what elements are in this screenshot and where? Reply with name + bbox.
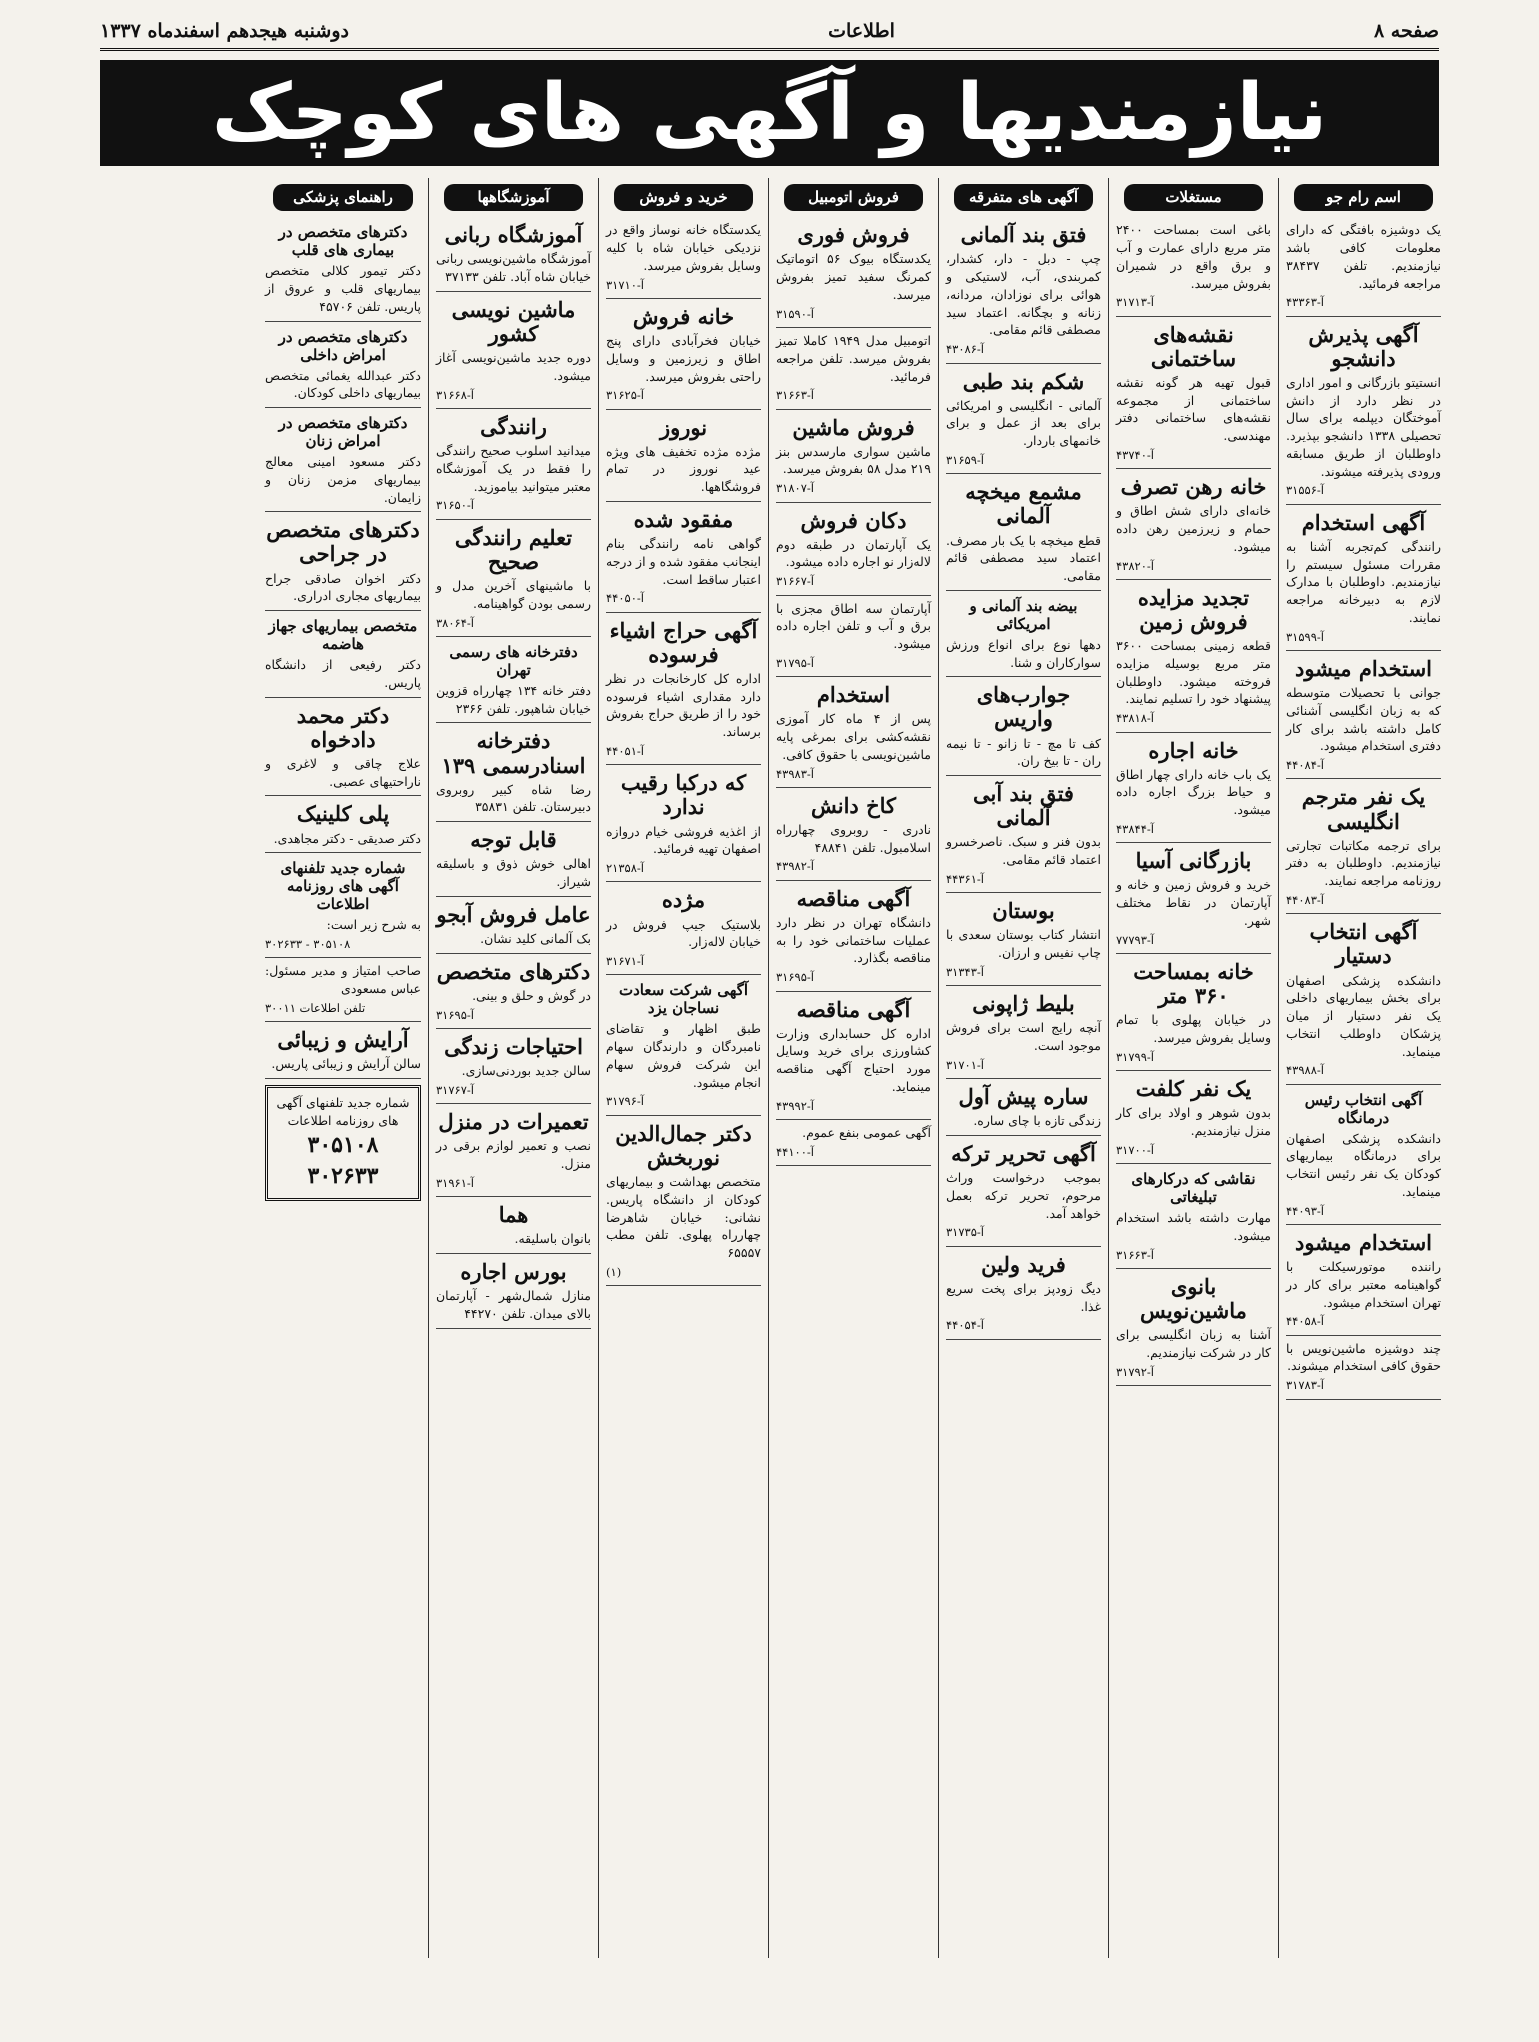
ad-title: فروش ماشین [792, 414, 915, 440]
classified-ad [606, 765, 761, 882]
ad-reference: آ-۳۱۶۶۳ [1116, 1247, 1154, 1262]
ad-body: مژده مژده تخفیف های ویژه عید نوروز در تمام فروشگاهها. [606, 443, 761, 495]
ad-reference: آ-۴۳۹۸۲ [776, 859, 814, 874]
classified-ad [436, 1029, 591, 1104]
ad-reference: آ-۳۱۶۹۵ [776, 970, 814, 985]
ad-body: در گوش و حلق و بینی. [472, 987, 591, 1003]
classified-ad [436, 822, 591, 897]
classified-ad [1286, 1336, 1441, 1400]
ad-body: یکدستگاه خانه نوساز واقع در نزدیکی خیابان شاه با کلیه وسایل بفروش میرسد. [606, 222, 761, 273]
classified-ad [1116, 469, 1271, 580]
ad-reference: آ-۴۳۰۸۶ [946, 342, 984, 357]
classified-ad [776, 217, 931, 328]
ad-reference: (۱) [606, 1264, 622, 1279]
ad-body: دانشکده پزشکی اصفهان برای درمانگاه بیماریهای کودکان یک نفر رئیس انتخاب مینماید. [1286, 1130, 1441, 1199]
ad-reference: آ-۳۱۶۶۳ [776, 388, 814, 403]
ad-reference: آ-۴۳۹۹۲ [776, 1098, 814, 1113]
ad-reference: آ-۳۸۰۶۴ [436, 615, 474, 630]
ad-title: دکترهای متخصص در جراحی [266, 517, 420, 567]
classified-ad [946, 1247, 1101, 1340]
classified-ad [776, 1120, 931, 1166]
phone-number: ۳۰۲۶۳۳ [307, 1162, 379, 1189]
ad-column [428, 178, 598, 1958]
ad-title: بازرگانی آسیا [1135, 848, 1252, 874]
ad-body: دکتر عبدالله یغمائی متخصص بیماریهای داخلی کودکان. [265, 367, 421, 401]
classified-ad [436, 520, 591, 637]
classified-ad [946, 1136, 1101, 1247]
classified-ad [436, 1197, 591, 1254]
ad-body: گواهی نامه رانندگی بنام اینجانب مفقود شده و از درجه اعتبار ساقط است. [606, 536, 761, 587]
classified-ad [436, 954, 591, 1029]
ad-title: خانه بمساحت ۳۶۰ متر [1133, 959, 1254, 1009]
ad-reference: آ-۴۴۰۸۴ [1286, 758, 1324, 773]
ad-body: دکتر رفیعی از دانشگاه پاریس. [265, 657, 421, 690]
classified-ad [265, 1022, 421, 1079]
ad-reference: آ-۴۳۸۱۸ [1116, 711, 1154, 726]
ad-body: با ماشینهای آخرین مدل و رسمی بودن گواهینامه. [436, 578, 591, 611]
ad-reference: آ-۳۱۷۰۰ [1116, 1142, 1154, 1157]
ad-title: آگهی تحریر ترکه [951, 1140, 1096, 1166]
ad-reference: تلفن اطلاعات ۳۰۰۱۱ [265, 1000, 366, 1015]
ad-reference: آ-۳۱۷۹۵ [776, 655, 814, 670]
ad-title: استخدام [816, 682, 891, 708]
ad-title: هما [498, 1202, 529, 1228]
ad-body: میدانید اسلوب صحیح رانندگی را فقط در یک آموزشگاه معتبر میتوانید بیاموزید. [436, 443, 591, 494]
classified-ad [946, 591, 1101, 678]
classified-ad [1286, 217, 1441, 316]
ad-body: بلاستیک جیپ فروش در خیابان لاله‌زار. [606, 916, 761, 950]
ad-body: صاحب امتیاز و مدیر مسئول: عباس مسعودی [265, 963, 421, 997]
ad-body: رانندگی کم‌تجربه آشنا به مقررات مسئول سیستم را نیازمندیم. داوطلبان با مدارک لازم به دبیرخانه مراجعه نمایند. [1286, 538, 1441, 625]
ad-reference: آ-۴۴۰۵۸ [1286, 1314, 1324, 1329]
classified-ad [1116, 1269, 1271, 1386]
classified-ad [1286, 317, 1441, 505]
classified-ad [946, 364, 1101, 475]
classified-ad [946, 893, 1101, 986]
ad-title: دکتر جمال‌الدین نوربخش [615, 1120, 752, 1170]
ad-title: دکتر محمد دادخواه [296, 702, 390, 752]
ad-reference: آ-۴۳۹۸۸ [1286, 1063, 1324, 1078]
ad-body: کف تا مچ - تا زانو - تا نیمه ران - تا بیخ ران. [946, 735, 1101, 769]
ad-body: ماشین سواری مارسدس بنز ۲۱۹ مدل ۵۸ بفروش میرسد. [776, 443, 931, 477]
ad-body: آموزشگاه ماشین‌نویسی ربانی خیابان شاه آباد. تلفن ۳۷۱۳۳ [436, 251, 591, 285]
ad-title: قابل توجه [470, 827, 557, 853]
ad-reference: آ-۳۱۹۶۱ [436, 1175, 474, 1190]
classified-ad [776, 788, 931, 881]
ad-title: استخدام میشود [1294, 655, 1432, 681]
classified-ad [1286, 505, 1441, 651]
classified-ad [946, 677, 1101, 776]
page-header [100, 14, 1439, 51]
classified-ad [606, 410, 761, 502]
ad-body: علاج چاقی و لاغری و ناراحتیهای عصبی. [265, 755, 421, 789]
classified-ad [946, 474, 1101, 591]
ad-title: پلی کلینیک [296, 801, 390, 827]
classified-ad [436, 217, 591, 292]
ad-column [258, 178, 428, 1958]
ad-title: متخصص بیماریهای جهاز هاضمه [268, 617, 418, 654]
ad-body: قطعه زمینی بمساحت ۳۶۰۰ متر مربع بوسیله مزایده فروخته میشود. داوطلبان پیشنهاد خود را تسلیم نمایند. [1116, 638, 1271, 707]
ad-title: خانه رهن تصرف [1120, 474, 1267, 500]
ad-title: جوارب‌های واریس [976, 682, 1071, 732]
ad-reference: آ-۴۴۰۵۱ [606, 743, 644, 758]
ad-body: نادری - روبروی چهارراه اسلامبول. تلفن ۴۸۸۴۱ [776, 821, 931, 855]
classified-ad [1286, 914, 1441, 1084]
ad-column [598, 178, 768, 1958]
ad-title: کاخ دانش [810, 792, 897, 818]
phone-number: ۳۰۵۱۰۸ [307, 1131, 379, 1158]
classified-ad [1116, 317, 1271, 470]
ad-reference: آ-۳۱۷۱۳ [1116, 295, 1154, 310]
banner-title: نیازمندیها و آگهی های کوچک [211, 68, 1328, 158]
classified-ad [265, 796, 421, 853]
classified-ad [946, 776, 1101, 893]
ad-body: آپارتمان سه اطاق مجزی با برق و آب و تلفن اجاره داده میشود. [776, 600, 931, 652]
ad-body: خانه‌ای دارای شش اطاق و حمام و زیرزمین رهن داده میشود. [1116, 503, 1271, 554]
ad-body: رضا شاه کبیر روبروی دبیرستان. تلفن ۳۵۸۳۱ [436, 781, 591, 815]
ad-title: نقاشی که درکارهای تبلیغاتی [1131, 1170, 1256, 1207]
ad-title: آرایش و زیبائی [277, 1027, 409, 1053]
ad-title: شماره جدید تلفنهای آگهی های روزنامه اطلاعات [280, 859, 406, 914]
ad-reference: آ-۳۱۶۶۸ [436, 387, 474, 402]
ad-body: راننده موتورسیکلت با گواهینامه معتبر برای کار در تهران استخدام میشود. [1286, 1259, 1441, 1310]
ad-title: بوستان [992, 898, 1055, 924]
ad-body: اداره کل کارخانجات در نظر دارد مقداری اشیاء فرسوده خود را از طریق حراج بفروش برساند. [606, 670, 761, 740]
ad-title: شکم بند طبی [962, 368, 1085, 394]
ad-body: دهها نوع برای انواع ورزش سوارکاران و شنا. [946, 636, 1101, 670]
classified-ad [265, 611, 421, 698]
ad-body: پس از ۴ ماه کار آموزی نقشه‌کشی برای بمرغی پایه ماشین‌نویسی با حقوق کافی. [776, 711, 931, 762]
classified-ad [606, 217, 761, 299]
ad-reference: آ-۴۳۸۴۴ [1116, 821, 1154, 836]
ad-body: خرید و فروش زمین و خانه و آپارتمان در نقاط مختلف شهر. [1116, 877, 1271, 928]
classified-ad [1116, 733, 1271, 844]
classified-ad [265, 408, 421, 512]
ad-title: مفقود شده [633, 506, 734, 532]
ad-title: عامل فروش آبجو [436, 901, 591, 927]
ad-body: دوره جدید ماشین‌نویسی آغاز میشود. [436, 350, 591, 383]
classified-ad [265, 958, 421, 1022]
classified-ad [436, 637, 591, 724]
ad-reference: آ-۳۱۷۳۵ [946, 1225, 984, 1240]
column-heading: فروش اتومبیل [784, 184, 923, 211]
ad-body: بدون فنر و سبک. ناصرخسرو اعتماد قائم مقامی. [946, 834, 1101, 868]
ad-title: دکان فروش [800, 507, 907, 533]
classified-ad [265, 853, 421, 958]
ad-body: اتومبیل مدل ۱۹۴۹ کاملا تمیز بفروش میرسد. تلفن مراجعه فرمائید. [776, 333, 931, 384]
ad-title: آگهی انتخاب دستیار [1309, 919, 1418, 969]
ad-columns [92, 178, 1448, 1958]
ad-reference: آ-۳۱۶۶۷ [776, 574, 814, 589]
ad-title: دکترهای متخصص در امراض داخلی [278, 327, 408, 364]
ad-title: دفترخانه اسنادرسمی ۱۳۹ [441, 728, 586, 778]
ad-title: آگهی مناقصه [796, 885, 911, 911]
ad-body: یک دوشیزه بافتگی که دارای معلومات کافی باشد نیازمندیم. تلفن ۳۸۴۳۷ مراجعه فرمائید. [1286, 222, 1441, 291]
classified-ad [776, 881, 931, 992]
ad-title: استخدام میشود [1294, 1229, 1432, 1255]
ad-reference: آ-۳۱۶۲۵ [606, 388, 644, 403]
ad-title: فرید ولین [981, 1251, 1066, 1277]
ad-reference: آ-۳۱۶۹۵ [436, 1007, 474, 1022]
ad-body: بک آلمانی کلید نشان. [480, 930, 591, 946]
ad-body: چپ - دبل - دار، کشدار، کمربندی، آب، لاستیکی و هوائی برای نوزادان، مردانه، زنانه و بچگانه. اعتماد سید مصطفی قائم مقامی. [946, 251, 1101, 338]
ad-title: نوروز [659, 414, 708, 440]
ad-body: مهارت داشته باشد استخدام میشود. [1116, 1210, 1271, 1243]
ad-reference: آ-۳۱۷۹۹ [1116, 1049, 1154, 1064]
classified-ad [436, 1104, 591, 1197]
column-heading: مستغلات [1124, 184, 1263, 211]
ad-body: منازل شمال‌شهر - آپارتمان بالای میدان. تلفن ۴۴۲۷۰ [436, 1288, 591, 1321]
ad-title: دفترخانه های رسمی تهران [449, 642, 578, 679]
phone-numbers-box [265, 1085, 421, 1201]
ad-body: انستیتو بازرگانی و امور اداری در نظر دارد از دانش آموختگان دیپلمه برای سال تحصیلی ۱۳۳۸ دانشجو بپذیرد. داوطلبان از طریق مسابقه ورودی پذیرفته میشوند. [1286, 374, 1441, 479]
ad-body: اداره کل حسابداری وزارت کشاورزی برای خرید وسایل مورد احتیاج آگهی مناقصه مینماید. [776, 1025, 931, 1094]
classified-ad [1116, 954, 1271, 1071]
ad-title: که درکبا رقیب ندارد [620, 770, 747, 820]
ad-title: مشمع میخچه آلمانی [965, 479, 1082, 529]
ad-body: جوانی با تحصیلات متوسطه که به زبان انگلیسی آشنائی کامل داشته باشد برای کار دفتری استخدام میشود. [1286, 685, 1441, 754]
ad-reference: آ-۴۳۳۶۳ [1286, 295, 1324, 310]
ad-reference: آ-۴۴۰۵۴ [946, 1318, 984, 1333]
ad-body: دانشکده پزشکی اصفهان برای بخش بیماریهای داخلی یک نفر دستیار از میان پزشکان داوطلب انتخاب مینماید. [1286, 972, 1441, 1059]
ad-title: آگهی مناقصه [796, 996, 911, 1022]
ad-body: دکتر صدیقی - دکتر مجاهدی. [273, 830, 421, 846]
ad-title: رانندگی [480, 414, 547, 440]
classified-ad [776, 328, 931, 410]
ad-title: نقشه‌های ساختمانی [1150, 321, 1237, 371]
ad-reference: آ-۳۱۶۵۹ [946, 452, 984, 467]
ad-reference: آ-۳۱۷۸۳ [1286, 1378, 1324, 1393]
classified-ad [776, 677, 931, 788]
ad-reference: آ-۴۴۰۵۰ [606, 591, 644, 606]
ad-body: زندگی تازه با چای ساره. [973, 1113, 1101, 1129]
ad-reference: آ-۴۴۳۶۱ [946, 871, 984, 886]
ad-title: بلیط ژاپونی [972, 991, 1075, 1017]
classified-ad [436, 723, 591, 822]
ad-reference: آ-۳۱۵۹۰ [776, 306, 814, 321]
ad-body: برای ترجمه مکاتبات تجارتی نیازمندیم. داوطلبان به دفتر روزنامه مراجعه نمایند. [1286, 837, 1441, 889]
ad-title: تعلیم رانندگی صحیح [454, 524, 573, 574]
classified-ad [436, 897, 591, 954]
ad-reference: آ-۳۱۶۷۱ [606, 954, 644, 969]
classified-ad [606, 502, 761, 613]
classified-ad [265, 698, 421, 797]
page-number: صفحه ۸ [1373, 20, 1439, 42]
ad-title: احتیاجات زندگی [444, 1033, 583, 1059]
classified-ad [1116, 1164, 1271, 1269]
ad-body: سالن آرایش و زیبائی پاریس. [271, 1056, 421, 1072]
ad-body: بدون شوهر و اولاد برای کار منزل نیازمندیم. [1116, 1105, 1271, 1138]
ad-reference: آ-۳۱۶۵۰ [436, 498, 474, 513]
classified-ad [606, 975, 761, 1115]
ad-reference: ۳۰۵۱۰۸ - ۳۰۲۶۳۳ [265, 937, 351, 951]
ad-body: انتشار کتاب بوستان سعدی با چاپ نفیس و ارزان. [946, 927, 1101, 961]
column-heading: اسم رام جو [1294, 184, 1433, 211]
ad-title: خانه فروش [632, 303, 735, 329]
column-heading: آموزشگاهها [444, 184, 583, 211]
ad-column [1108, 178, 1278, 1958]
classified-ad [1286, 1225, 1441, 1336]
ad-body: دیگ زودپز برای پخت سریع غذا. [946, 1280, 1101, 1314]
phone-box-title: شماره جدید تلفنهای آگهی های روزنامه اطلاعات [276, 1095, 410, 1128]
ad-reference: آ-۴۳۷۴۰ [1116, 447, 1154, 462]
ad-title: آگهی پذیرش دانشجو [1308, 321, 1419, 371]
ad-reference: آ-۴۳۹۸۳ [776, 766, 814, 781]
classified-ad [1286, 651, 1441, 779]
ad-body: متخصص بهداشت و بیماریهای کودکان از دانشگاه پاریس. نشانی: خیابان شاهرضا چهارراه پهلوی. تلفن مطب ۶۵۵۵۷ [606, 1174, 761, 1260]
ad-reference: آ-۴۴۰۸۳ [1286, 892, 1324, 907]
ad-body: دانشگاه تهران در نظر دارد عملیات ساختمانی خود را به مناقصه بگذارد. [776, 914, 931, 966]
ad-title: یک نفر مترجم انگلیسی [1301, 784, 1426, 834]
ad-title: ساره پیش آول [958, 1084, 1089, 1110]
ad-reference: آ-۴۳۸۲۰ [1116, 558, 1154, 573]
ad-body: به شرح زیر است: [326, 917, 421, 933]
ad-body: دکتر تیمور کلالی متخصص بیماریهای قلب و عروق از پاریس. تلفن ۴۵۷۰۶ [265, 263, 421, 314]
ad-reference: آ-۴۴۱۰۰ [776, 1144, 814, 1159]
ad-title: بانوی ماشین‌نویس [1140, 1273, 1247, 1324]
ad-column [938, 178, 1108, 1958]
ad-body: بموجب درخواست وراث مرحوم، تحریر ترکه بعمل خواهد آمد. [946, 1170, 1101, 1221]
ad-reference: آ-۳۱۷۹۶ [606, 1094, 644, 1109]
ad-body: یک آپارتمان در طبقه دوم لاله‌زار نو اجاره داده میشود. [776, 536, 931, 570]
ad-title: دکترهای متخصص در امراض زنان [278, 414, 408, 451]
classified-ad [606, 1116, 761, 1286]
ad-title: تعمیرات در منزل [438, 1109, 589, 1135]
classified-ad [776, 410, 931, 503]
ad-body: باغی است بمساحت ۲۴۰۰ متر مربع دارای عمارت و آب و برق واقع در شمیران بفروش میرسد. [1116, 222, 1271, 291]
classified-ad [1116, 580, 1271, 733]
ad-body: طبق اظهار و تقاضای نامبردگان و دارندگان سهام این شرکت فروش سهام انجام میشود. [606, 1021, 761, 1090]
ad-title: تجدید مزایده فروش زمین [1137, 584, 1250, 635]
classified-ad [265, 322, 421, 409]
ad-title: فتق بند آبی آلمانی [973, 781, 1074, 831]
ad-body: یکدستگاه بیوک ۵۶ اتوماتیک کمرنگ سفید تمیز بفروش میرسد. [776, 251, 932, 302]
ad-reference: آ-۲۱۳۵۸ [606, 861, 644, 876]
column-heading: خرید و فروش [614, 184, 753, 211]
ad-reference: آ-۴۴۰۹۳ [1286, 1203, 1324, 1218]
ad-reference: آ-۳۱۸۰۷ [776, 481, 814, 496]
classified-ad [776, 503, 931, 596]
ad-body: چند دوشیزه ماشین‌نویس با حقوق کافی استخدام میشوند. [1286, 1340, 1441, 1374]
ad-body: قبول تهیه هر گونه نقشه ساختمانی از مجموعه نقشه‌های ساختمانی دفتر مهندسی. [1116, 374, 1271, 444]
classified-ad [436, 409, 591, 520]
classified-ad [946, 217, 1101, 363]
ad-reference: آ-۳۱۷۰۱ [946, 1057, 984, 1072]
column-heading: راهنمای پزشکی [273, 184, 413, 211]
ad-title: آگهی انتخاب رئیس درمانگاه [1304, 1090, 1423, 1127]
ad-title: بورس اجاره [460, 1258, 567, 1284]
classified-ad [436, 1254, 591, 1329]
classified-ad [1116, 843, 1271, 954]
classified-ad [265, 512, 421, 611]
ad-body: یک باب خانه دارای چهار اطاق و حیاط بزرگ اجاره داده میشود. [1116, 766, 1271, 818]
ad-body: آشنا به زبان انگلیسی برای کار در شرکت نیازمندیم. [1116, 1327, 1271, 1360]
classified-ad [946, 986, 1101, 1079]
ad-title: فروش فوری [797, 222, 910, 248]
paper-name: اطلاعات [828, 20, 895, 42]
ad-title: آگهی شرکت سعادت نساجان یزد [618, 981, 749, 1018]
classified-ad [776, 992, 931, 1120]
ad-title: آگهی استخدام [1301, 509, 1426, 535]
ad-body: بانوان باسلیقه. [514, 1231, 591, 1247]
ad-body: دکتر اخوان صادقی جراح بیماریهای مجاری ادراری. [265, 570, 421, 604]
ad-body: نصب و تعمیر لوازم برقی در منزل. [436, 1138, 591, 1172]
ad-title: دکترهای متخصص در بیماری های قلب [278, 223, 408, 260]
ad-reference: آ-۷۷۷۹۳ [1116, 932, 1154, 947]
ad-reference: آ-۳۱۵۵۶ [1286, 483, 1324, 498]
ad-title: خانه اجاره [1148, 737, 1239, 763]
ad-title: دکترهای متخصص [436, 958, 591, 984]
classified-ad [1116, 1071, 1271, 1164]
ad-body: آگهی عمومی بنفع عموم. [802, 1124, 931, 1140]
classified-ad [1286, 1085, 1441, 1225]
ad-title: ماشین نویسی کشور [451, 296, 576, 347]
ad-body: اهالی خوش ذوق و باسلیقه شیراز. [436, 856, 591, 890]
column-heading: آگهی های متفرقه [954, 184, 1093, 211]
ad-title: آموزشگاه ربانی [444, 222, 583, 248]
ad-body: خیابان فخرآبادی دارای پنج اطاق و زیرزمین و وسایل راحتی بفروش میرسد. [606, 333, 761, 384]
ad-body: سالن جدید بوردنی‌سازی. [461, 1063, 591, 1079]
classified-ad [946, 1079, 1101, 1136]
ad-body: قطع میخچه با یک بار مصرف. اعتماد سید مصطفی قائم مقامی. [946, 532, 1101, 584]
section-banner [100, 60, 1439, 166]
classified-ad [1116, 217, 1271, 316]
ad-body: از اغذیه فروشی خیام دروازه اصفهان تهیه فرمائید. [606, 823, 761, 857]
ad-reference: آ-۳۱۷۹۲ [1116, 1364, 1154, 1379]
ad-column [768, 178, 938, 1958]
classified-ad [776, 596, 931, 678]
ad-title: آگهی حراج اشیاء فرسوده [609, 617, 758, 667]
classified-ad [1286, 779, 1441, 914]
classified-ad [265, 217, 421, 321]
ad-reference: آ-۳۱۵۹۹ [1286, 629, 1324, 644]
ad-title: فتق بند آلمانی [960, 222, 1087, 248]
ad-body: آنچه رایج است برای فروش موجود است. [946, 1020, 1101, 1054]
ad-title: بیضه بند آلمانی و امریکائی [969, 596, 1078, 633]
ad-body: در خیابان پهلوی با تمام وسایل بفروش میرسد. [1116, 1012, 1271, 1046]
ad-title: یک نفر کلفت [1135, 1076, 1252, 1102]
page-date: دوشنبه هیجدهم اسفندماه ۱۳۳۷ [100, 20, 349, 42]
classified-ad [606, 882, 761, 975]
ad-reference: آ-۳۱۳۴۳ [946, 964, 984, 979]
classified-ad [606, 299, 761, 410]
ad-body: دکتر مسعود امینی معالج بیماریهای مزمن زنان و زایمان. [265, 454, 421, 505]
ad-body: آلمانی - انگلیسی و امریکائی برای بعد از عمل و برای خانمهای باردار. [946, 397, 1101, 449]
ad-body: دفتر خانه ۱۳۴ چهارراه قزوین خیابان شاهپور. تلفن ۲۳۶۶ [436, 682, 591, 716]
ad-title: مژده [661, 887, 706, 913]
classified-ad [436, 292, 591, 409]
ad-column [1278, 178, 1448, 1958]
classified-ad [606, 613, 761, 766]
ad-reference: آ-۳۱۷۱۰ [606, 277, 644, 292]
ad-reference: آ-۳۱۷۶۷ [436, 1082, 474, 1097]
